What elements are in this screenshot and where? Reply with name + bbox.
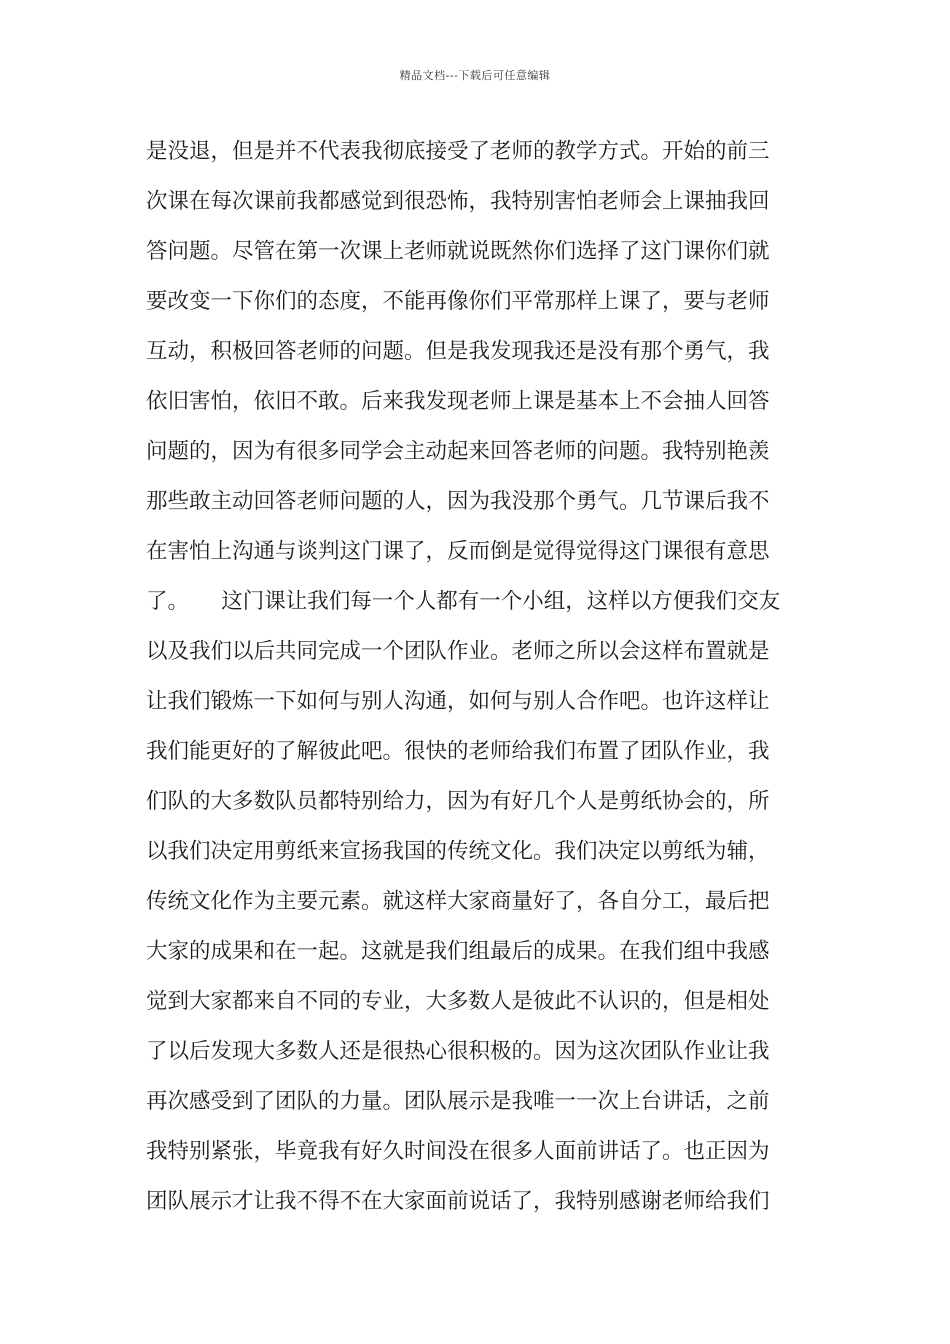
text-line: 在害怕上沟通与谈判这门课了，反而倒是觉得觉得这门课很有意思: [146, 539, 770, 564]
text-line: 答问题。尽管在第一次课上老师就说既然你们选择了这门课你们就: [146, 239, 770, 264]
text-line: 问题的，因为有很多同学会主动起来回答老师的问题。我特别艳羡: [146, 439, 770, 464]
text-line: 我们能更好的了解彼此吧。很快的老师给我们布置了团队作业，我: [146, 739, 770, 764]
text-line: 是没退，但是并不代表我彻底接受了老师的教学方式。开始的前三: [146, 139, 770, 164]
body-paragraph: [146, 127, 814, 1227]
text-line: 传统文化作为主要元素。就这样大家商量好了，各自分工，最后把: [146, 889, 770, 914]
text-line: 我特别紧张，毕竟我有好久时间没在很多人面前讲话了。也正因为: [146, 1139, 770, 1164]
text-line: 们队的大多数队员都特别给力，因为有好几个人是剪纸协会的，所: [146, 789, 770, 814]
text-line: 以我们决定用剪纸来宣扬我国的传统文化。我们决定以剪纸为辅，: [146, 839, 770, 864]
text-line: 互动，积极回答老师的问题。但是我发现我还是没有那个勇气，我: [146, 339, 770, 364]
page-header: 精品文档---下载后可任意编辑: [399, 69, 551, 82]
text-line: 让我们锻炼一下如何与别人沟通，如何与别人合作吧。也许这样让: [146, 689, 770, 714]
text-line: 了。 这门课让我们每一个人都有一个小组，这样以方便我们交友: [146, 589, 781, 614]
text-line: 再次感受到了团队的力量。团队展示是我唯一一次上台讲话，之前: [146, 1089, 770, 1114]
text-line: 团队展示才让我不得不在大家面前说话了，我特别感谢老师给我们: [146, 1189, 770, 1214]
text-line: 觉到大家都来自不同的专业，大多数人是彼此不认识的，但是相处: [146, 989, 770, 1014]
text-line: 那些敢主动回答老师问题的人，因为我没那个勇气。几节课后我不: [146, 489, 770, 514]
text-line: 了以后发现大多数人还是很热心很积极的。因为这次团队作业让我: [146, 1039, 770, 1064]
text-line: 以及我们以后共同完成一个团队作业。老师之所以会这样布置就是: [146, 639, 770, 664]
text-line: 依旧害怕，依旧不敢。后来我发现老师上课是基本上不会抽人回答: [146, 389, 770, 414]
text-line: 次课在每次课前我都感觉到很恐怖，我特别害怕老师会上课抽我回: [146, 189, 770, 214]
text-line: 要改变一下你们的态度，不能再像你们平常那样上课了，要与老师: [146, 289, 770, 314]
text-line: 大家的成果和在一起。这就是我们组最后的成果。在我们组中我感: [146, 939, 770, 964]
